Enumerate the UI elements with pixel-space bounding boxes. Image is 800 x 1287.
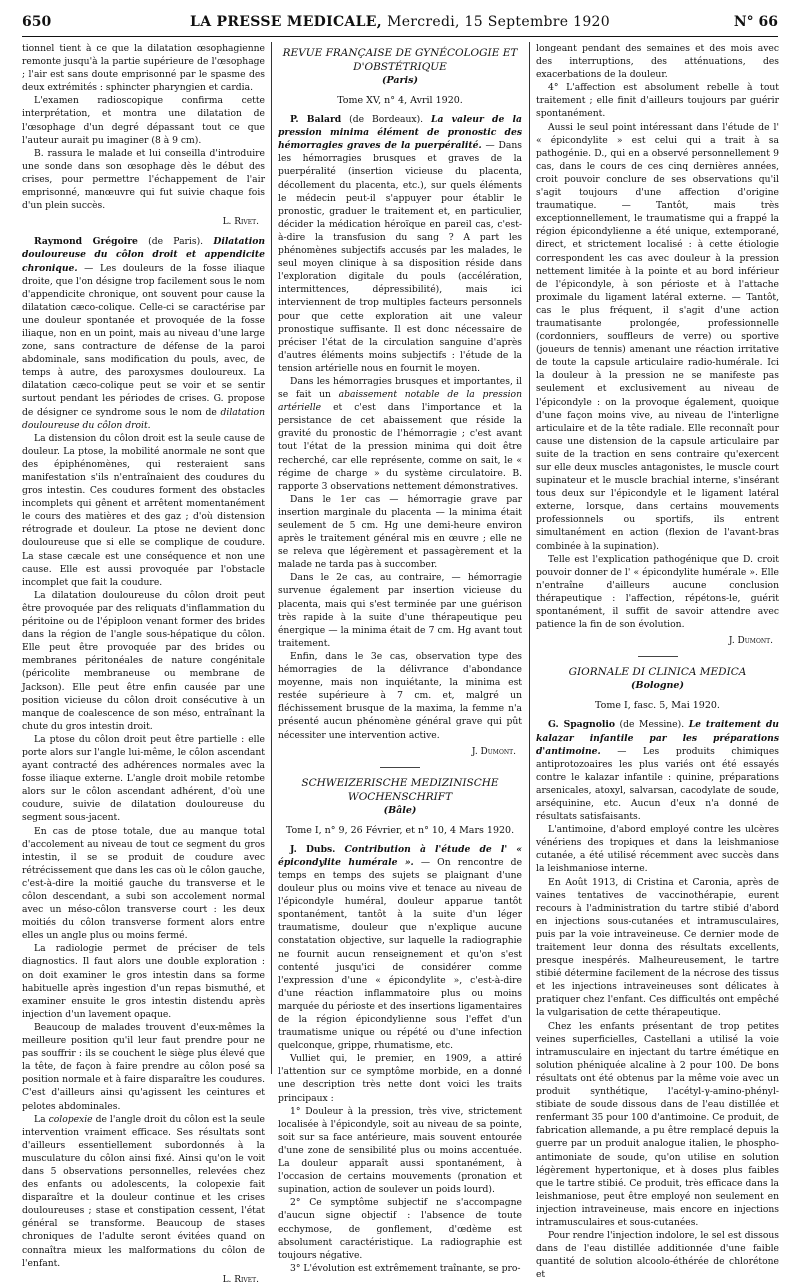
paragraph-text: Dans les hémorragies brusques et importantes, il se fait un [278,375,522,401]
paragraph: Vulliet qui, le premier, en 1909, a attiré l'attention sur ce symptôme morbide, en a donné une description très nette dont voici les traits principaux : [278,1053,522,1104]
section-separator [380,767,420,768]
journal-city: (Bâle) [383,804,417,816]
paragraph: 1° Douleur à la pression, très vive, strictement localisée à l'épicondyle, soit au niveau de sa pointe, soit sur sa face antérieure, mais souvent entourée d'une zone de sensibilité plus ou moins accentuée. La douleur apparaît aussi spontanément, à l'occasion de certains mouvements (pronation et supination, action de soulever un poids lourd). [278,1105,522,1196]
author-origin: (de Bordeaux). [341,114,432,126]
issue-number: N° 66 [733,14,778,30]
page-number: 650 [22,14,52,30]
paragraph-text: et c'est dans l'importance et la persistance de cet abaissement que réside la gravité du pronostic de l'hémorragie ; c'est avant tout l'état de la pression minima qui doit être recherché, car elle représente, comme on sait, le « régime de charge » du système circulatoire. B. rapporte 3 observations nettement démonstratives. [278,402,522,492]
journal-city: (Paris) [382,75,418,86]
author-origin: (de Messine). [614,719,689,731]
journal-heading: REVUE FRANÇAISE DE GYNÉCOLOGIE ET D'OBSTÉTRIQUE [282,47,518,73]
signature: L. Rivet. [222,217,259,228]
paragraph [278,375,522,493]
article-title: Dilatation douloureuse du côlon droit et appendicite chronique. [22,236,265,274]
paragraph: En cas de ptose totale, due au manque total d'accolement au niveau de tout ce segment du gros intestin, il se se produit de coudure avec rétrécissement que dans les cas où le côlon gauche, c'est-à-dire la moitié gauche du transverse et le côlon descendant, a subi son accolement normal avec un méso-côlon transverse court : les deux moitiés du côlon transverse forment alors entre elles un angle plus ou moins fermé. [22,825,265,942]
journal-name: LA PRESSE MEDICALE, [190,14,382,30]
section-separator [638,656,678,657]
paragraph: La radiologie permet de préciser de tels diagnostics. Il faut alors une double exploration : on doit examiner le gros intestin dans sa forme habituelle après ingestion d'un repas bismuthé, et examiner ensuite le gros intestin distendu après injection d'un lavement opaque. [22,943,265,1020]
signature: L. Rivet. [222,1274,259,1285]
article-author: P. Balard [290,114,342,126]
paragraph-text: — Les produits chimiques antiprotozoaires les plus variés ont été essayés contre le kalazar infantile : quinine, préparations arsenicales, atoxyl, salvarsan, cacodylate de soude, arséquinine, etc. Aucun d'eux n'a donné de résultats satisfaisants. [536,745,779,823]
paragraph: Beaucoup de malades trouvent d'eux-mêmes la meilleure position qu'il leur faut prendre pour ne pas souffrir : ils se couchent le siège plus élevé que la tête, de façon à faire prendre au côlon posé sa position normale et à faire disparaître les coudures. C'est d'ailleurs ainsi qu'agissent les ceintures et pelotes abdominales. [22,1021,265,1112]
paragraph: longeant pendant des semaines et des mois avec des interruptions, des atténuations, des exacerbations de la douleur. [536,43,779,81]
article-title: Contribution à l'étude de l' « épicondylite humérale ». [278,843,522,868]
emphasis: abaissement notable de la pression artérielle [278,389,522,414]
abstract-intro [278,113,522,375]
journal-heading: SCHWEIZERISCHE MEDIZINISCHE WOCHENSCHRIFT [301,776,499,803]
paragraph: Dans le 2e cas, au contraire, — hémorragie survenue également par insertion vicieuse du placenta, mais qui s'est terminée par une guérison très rapide à la suite d'une thérapeutique peu énergique — la minima était de 7 cm. Hg avant tout traitement. [278,572,522,649]
journal-title [22,14,778,30]
abstract-intro [536,718,779,823]
paragraph: Enfin, dans le 3e cas, observation type des hémorragies de la délivrance d'abondance moyenne, mais non inquiétante, la minima est restée supérieure à 7 cm. et, malgré un fléchissement brusque de la maxima, la femme n'a présenté aucun phénomène général grave qui pût nécessiter une intervention active. [278,650,522,741]
paragraph: Telle est l'explication pathogénique que D. croit pouvoir donner de l' « épicondylite humérale ». Elle n'entraîne d'ailleurs aucune conclusion thérapeutique : l'affection, répétons-le, guérit spontanément, il suffit de savoir attendre avec patience la fin de son évolution. [536,553,779,631]
paragraph: 4° L'affection est absolument rebelle à tout traitement ; elle finit d'ailleurs toujours par guérir spontanément. [536,82,779,120]
journal-volume: Tome I, fasc. 5, Mai 1920. [595,700,720,712]
article-author: J. Dubs. [290,843,336,855]
column-3 [536,42,779,1281]
article-author: G. Spagnolio [548,719,615,731]
author-origin: (de Paris). [137,236,214,248]
emphasis: dilatation douloureuse du côlon droit. [22,406,265,431]
issue-date: Mercredi, 15 Septembre 1920 [387,14,610,30]
paragraph: L'antimoine, d'abord employé contre les ulcères vénériens des tropiques et dans la leishmaniose cutanée, a été utilisé récemment avec succès dans la leishmaniose interne. [536,824,779,875]
paragraph: tionnel tient à ce que la dilatation œsophagienne remonte jusqu'à la partie supérieure de l'œsophage ; l'air est sans doute emprisonné par le spasme des deux extrémités : sphincter pharyngien et cardia. [22,43,265,94]
journal-volume: Tome XV, n° 4, Avril 1920. [337,95,463,106]
emphasis: colopexie [48,1113,93,1125]
paragraph: Chez les enfants présentant de trop petites veines superficielles, Castellani a utilisé la voie intramusculaire en injectant du tartre émétique en solution phéniquée alcaline à 2 pour 100. De bons résultats ont été obtenus par la même voie avec un produit synthétique, l'acétyl-γ-amino-phényl-stibiate de soude dissous dans de l'eau distillée et renfermant 35 pour 100 d'antimoine. Ce produit, de fabrication allemande, a pu être remplacé depuis la guerre par un produit analogue italien, le phospho-antimoniate de soude, qu'on utilise en solution légèrement hypertonique, et à doses plus faibles que le tartre stibié. Ce produit, très efficace dans la leishmaniose, peut être employé non seulement en injection intraveineuse, mais encore en injections intramusculaires et sous-cutanées. [536,1020,779,1228]
paragraph: La ptose du côlon droit peut être partielle : elle porte alors sur l'angle lui-même, le côlon ascendant ayant contracté des adhérences normales avec la fosse iliaque externe. L'angle droit mobile retombe alors sur le côlon ascendant adhérent, d'où une coudure, suivie de dilatation douloureuse du segment sous-jacent. [22,733,265,824]
paragraph: En Août 1913, di Cristina et Caronia, après de vaines tentatives de vaccinothérapie, eurent recours à l'administration du tartre stibié d'abord en injections sous-cutanées et intramusculaires, puis par la voie intraveineuse. Ce dernier mode de traitement leur donna des résultats excellents, presque inespérés. Malheureusement, le tartre stibié détermine facilement de la nécrose des tissus et les injections intraveineuses sont délicates à pratiquer chez l'enfant. Ces difficultés ont empêché la vulgarisation de cette thérapeutique. [536,876,779,1019]
abstract-intro [278,843,522,1053]
journal-city: (Bologne) [631,680,684,692]
paragraph: Aussi le seul point intéressant dans l'étude de l' « épicondylite » est celui qui a trait à sa pathogénie. D., qui en a observé personnellement 9 cas, dans le cours de ces cinq dernières années, croit pouvoir conclure de ses observations qu'il s'agit toujours d'une affection d'origine traumatique. — Tantôt, mais très exceptionnellement, le traumatisme qui a frappé la région épicondylienne a été unique, extemporané, direct, et strictement localisé : à cette étiologie correspondent les cas avec douleur à la pression nettement limitée à la pointe et au bord inférieur de l'épicondyle, à son périoste et à l'attache proximale du ligament latéral externe. — Tantôt, cas le plus fréquent, il s'agit d'une action traumatisante prolongée, professionnelle (cordonniers, souffleurs de verre) ou sportive (joueurs de tennis) amenant une réaction irritative de toute la capsule articulaire radio-humérale. Ici la douleur à la pression ne se manifeste pas seulement et exclusivement au niveau de l'épicondyle : on la provoque également, quoique d'une façon moins vive, au niveau de l'interligne articulaire et de la tête radiale. Elle reconnaît pour cause une distension de la capsule articulaire par suite de la traction en sens contraire qu'exercent sur elle deux muscles antagonistes, le muscle court supinateur et le muscle brachial interne, s'insérant tous deux sur l'épicondyle et le ligament latéral externe, lorsque, dans certains mouvements professionnels ou sportifs, ils entrent simultanément en action (flexion de l'avant-bras combinée à la supination). [536,121,779,552]
header-rule [22,36,778,37]
paragraph [22,1113,265,1270]
paragraph-text: — On rencontre de temps en temps des sujets se plaignant d'une douleur plus ou moins vive et tenace au niveau de l'épicondyle huméral, douleur apparue tantôt spontanément, tantôt à la suite d'un léger traumatisme, douleur que n'explique aucune constatation objective, sur laquelle la radiographie ne fournit aucun renseignement et qu'on s'est contenté jusqu'ici de considérer comme l'expression d'une « épicondylite », c'est-à-dire d'une réaction inflammatoire plus ou moins marquée du périoste et des insertions ligamentaires de la région épicondylienne sous l'effet d'un traumatisme unique ou répété ou d'une infection quelconque, grippe, rhumatisme, etc. [278,856,523,1052]
paragraph: Pour rendre l'injection indolore, le sel est dissous dans de l'eau distillée additionnée d'une faible quantité de solution alcoolo-éthérée de chlorétone et [536,1230,779,1281]
paragraph-text: La [34,1113,49,1125]
article-title: La valeur de la pression minima élément de pronostic des hémorragies graves de la puerpéralité. [278,114,522,152]
column-1 [22,42,265,1285]
paragraph: La dilatation douloureuse du côlon droit peut être provoquée par des reliquats d'inflammation du péritoine ou de l'épiploon venant former des brides dans la région de l'angle sous-hépatique du côlon. Elle peut être provoquée par des brides ou membranes péritonéales de nature congénitale (péricolite membraneuse ou membrane de Jackson). Elle peut être enfin causée par une position vicieuse du côlon droit consécutive à un manque de coalescence de son méso, entraînant la chute du gros intestin droit. [22,589,265,732]
journal-volume: Tome I, n° 9, 26 Février, et n° 10, 4 Mars 1920. [285,824,515,836]
journal-heading: GIORNALE DI CLINICA MEDICA [568,666,747,679]
signature: J. Dumont. [728,636,773,647]
column-divider [529,42,530,1074]
signature: J. Dumont. [471,746,516,757]
abstract-intro [22,235,265,431]
article-title: Le traitement du kalazar infantile par les préparations d'antimoine. [536,719,779,757]
paragraph: 2° Ce symptôme subjectif ne s'accompagne d'aucun signe objectif : l'absence de toute ecchymose, de gonflement, d'œdème est absolument caractéristique. La radiographie est toujours négative. [278,1197,522,1261]
paragraph: L'examen radioscopique confirma cette interprétation, et montra une dilatation de l'œsophage d'un degré dépassant tout ce que l'auteur aurait pu imaginer (8 à 9 cm). [22,95,265,146]
article-author: Raymond Grégoire [34,236,138,248]
column-2 [278,42,523,1274]
paragraph: B. rassura le malade et lui conseilla d'introduire une sonde dans son œsophage dès le début des crises, pour permettre l'échappement de l'air emprisonné, manœuvre qui fut suivie chaque fois d'un plein succès. [22,147,265,212]
column-divider [271,42,272,1074]
paragraph: 3° L'évolution est extrêmement traînante, se pro- [290,1262,521,1274]
paragraph-text: — Les douleurs de la fosse iliaque droite, que l'on désigne trop facilement sous le nom d'appendicite chronique, ont souvent pour cause la dilatation cæco-colique. Celle-ci se caractérise par une douleur spontanée et provoquée de la fosse iliaque, non en un point, mais au niveau d'une large zone, sans contracture de défense de la paroi abdominale, sans modification du pouls, avec, de temps à autre, des paroxysmes douloureux. La dilatation cæco-colique peut se voir et se sentir surtout pendant les périodes de crises. G. propose de désigner ce syndrome sous le nom de [22,262,265,418]
paragraph: Dans le 1er cas — hémorragie grave par insertion marginale du placenta — la minima était seulement de 5 cm. Hg une demi-heure environ après le traitement général mis en œuvre ; elle ne se releva que légèrement et passagèrement et la malade ne tarda pas à succomber. [278,493,522,571]
paragraph-text: de l'angle droit du côlon est la seule intervention vraiment efficace. Ses résultats sont d'ailleurs essentiellement subordonnés à la musculature du côlon ainsi fixé. Ainsi qu'on le voit dans 5 observations personnelles, relevées chez des enfants ou adolescents, la colopexie fait disparaître et la douleur continue et les crises douloureuses ; stase et constipation cessent, l'état général se transforme. Beaucoup de stases chroniques de l'adulte seront évitées quand on connaîtra mieux les malformations du côlon de l'enfant. [22,1113,265,1269]
paragraph: La distension du côlon droit est la seule cause de douleur. La ptose, la mobilité anormale ne sont que des épiphénomènes, qui resteraient sans manifestation s'ils n'entraînaient des coudures du gros intestin. Ces coudures forment des obstacles incomplets qui gênent et arrêtent momentanément le cours des matières et des gaz ; d'où distension rétrograde et douleur. La ptose ne devient donc douloureuse que si elle se complique de coudure. La stase cæcale est une conséquence et non une cause. Elle est aussi provoquée par l'obstacle incomplet que fait la coudure. [22,432,265,588]
paragraph-text: — Dans les hémorragies brusques et graves de la puerpéralité (insertion vicieuse du placenta, décollement du placenta, etc.), sur quels éléments le médecin peut-il s'appuyer pour établir le pronostic, graduer le traitement et, en particulier, décider la médication héroïque en pareil cas, c'est-à-dire la transfusion du sang ? A part les phénomènes subjectifs accusés par les malades, le seul moyen clinique à sa disposition réside dans l'exploration digitale du pouls (accélération, intermittences, dépressibilité), mais ici interviennent de trop multiples facteurs personnels pour que cette exploration ait une valeur pronostique suffisante. Il est donc nécessaire de préciser l'état de la circulation sanguine d'après d'autres éléments moins subjectifs : l'étude de la tension artérielle nous en fournit le moyen. [278,140,522,374]
